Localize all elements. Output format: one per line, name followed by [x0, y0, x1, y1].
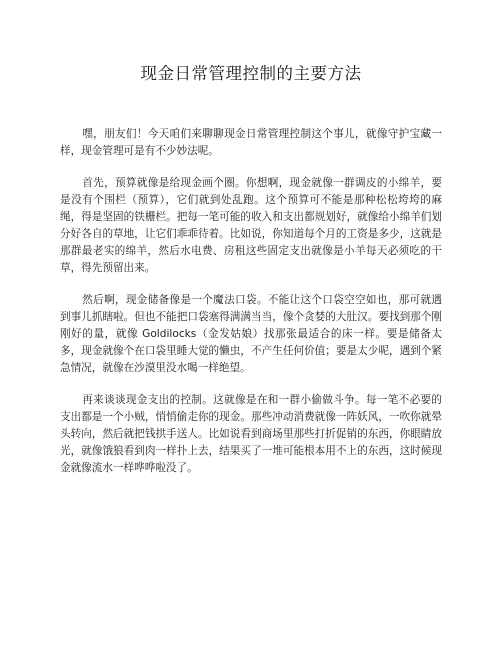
paragraph-spending: 再来谈谈现金支出的控制。这就像是在和一群小偷做斗争。每一笔不必要的支出都是一个小贼，悄悄偷走你的现金。那些冲动消费就像一阵妖风，一吹你就晕头转向，然后就把钱拱手送人。比如说看到商场里那些打折促销的东西，你眼睛放光，就像饿狼看到肉一样扑上去，结果买了一堆可能根本用不上的东西，这时候现金就像流水一样哗哗啦没了。	[60, 394, 442, 474]
document-title: 现金日常管理控制的主要方法	[140, 64, 362, 83]
paragraph-intro: 嘿，朋友们！今天咱们来聊聊现金日常管理控制这个事儿，就像守护宝藏一样，现金管理可是有不少妙法呢。	[60, 128, 442, 157]
paragraph-reserve: 然后啊，现金储备像是一个魔法口袋。不能让这个口袋空空如也，那可就遇到事儿抓瞎啦。但也不能把口袋塞得满满当当，像个贪婪的大肚汉。要找到那个刚刚好的量，就像 Goldilocks（金发姑娘）找那张最适合的床一样。要是储备太多，现金就像个在口袋里睡大觉的懒虫，不产生任何价值；要是太少呢，遇到个紧急情况，就像在沙漠里没水喝一样绝望。	[60, 294, 442, 374]
paragraph-budget: 首先，预算就像是给现金画个圈。你想啊，现金就像一群调皮的小绵羊，要是没有个围栏（预算），它们就到处乱跑。这个预算可不能是那种松松垮垮的麻绳，得是坚固的铁栅栏。把每一笔可能的收入和支出都规划好，就像给小绵羊们划分好各自的草地，让它们乖乖待着。比如说，你知道每个月的工资是多少，这就是那群最老实的绵羊，然后水电费、房租这些固定支出就像是小羊每天必须吃的干草，得先预留出来。	[60, 177, 442, 274]
